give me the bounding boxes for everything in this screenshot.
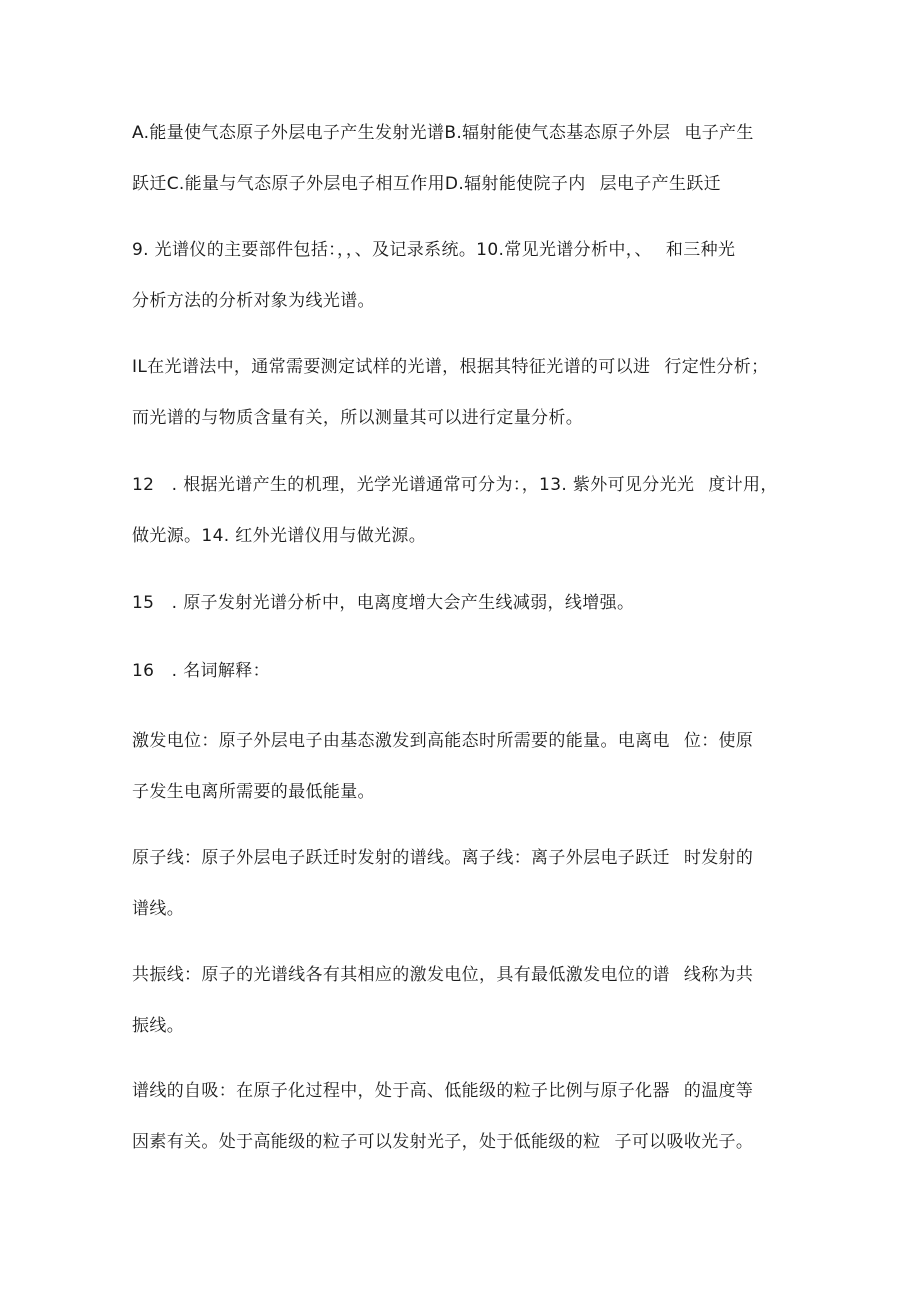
text-segment: 电子产生	[684, 123, 754, 143]
text-line	[132, 833, 798, 884]
text-line	[132, 276, 798, 327]
text-segment: 时发射的	[683, 848, 754, 868]
text-line	[132, 393, 798, 444]
text-segment: 度计用，	[708, 475, 778, 495]
text-segment: 12 . 根据光谱产生的机理，光学光谱通常可分为：，13. 紫外可见分光光	[132, 475, 695, 495]
text-line	[132, 578, 798, 629]
text-line	[132, 884, 798, 935]
text-segment: 9. 光谱仪的主要部件包括：，，、及记录系统。10.常见光谱分析中，、	[132, 240, 652, 260]
text-segment: 而光谱的与物质含量有关，所以测量其可以进行定量分析。	[132, 408, 584, 428]
text-line	[132, 767, 798, 818]
paragraph-excitation-potential	[132, 716, 798, 818]
paragraph-question-9-10	[132, 225, 798, 327]
text-segment: 子可以吸收光子。	[614, 1132, 754, 1152]
text-segment: 位：使原	[683, 731, 754, 751]
paragraph-atomic-line	[132, 833, 798, 935]
paragraph-question-12-14	[132, 460, 798, 562]
paragraph-question-11	[132, 342, 798, 444]
text-segment: 15 . 原子发射光谱分析中，电离度增大会产生线减弱，线增强。	[132, 593, 635, 613]
paragraph-resonance-line	[132, 950, 798, 1052]
text-segment: 的温度等	[683, 1081, 754, 1101]
text-line	[132, 646, 798, 697]
text-segment: 谱线的自吸：在原子化过程中，处于高、低能级的粒子比例与原子化器	[132, 1081, 670, 1101]
text-segment: 跃迁C.能量与气态原子外层电子相互作用D.辐射能使院子内	[132, 174, 586, 194]
text-segment: 原子线：原子外层电子跃迁时发射的谱线。离子线：离子外层电子跃迁	[132, 848, 670, 868]
paragraph-question-16	[132, 646, 798, 697]
text-segment: 共振线：原子的光谱线各有其相应的激发电位，具有最低激发电位的谱	[132, 965, 670, 985]
text-segment: 和三种光	[665, 240, 736, 260]
text-segment: 谱线。	[132, 899, 185, 919]
text-line	[132, 1001, 798, 1052]
text-segment: 16 . 名词解释：	[132, 661, 270, 681]
text-line	[132, 950, 798, 1001]
paragraph-options	[132, 108, 798, 210]
text-line	[132, 1066, 798, 1117]
text-line	[132, 511, 798, 562]
text-segment: 做光源。14. 红外光谱仪用与做光源。	[132, 526, 427, 546]
text-segment: 分析方法的分析对象为线光谱。	[132, 291, 375, 311]
text-line	[132, 716, 798, 767]
text-segment: 层电子产生跃迁	[599, 174, 722, 194]
text-segment: 行定性分析；	[664, 357, 769, 377]
text-segment: A.能量使气态原子外层电子产生发射光谱B.辐射能使气态基态原子外层	[132, 123, 671, 143]
text-line	[132, 1117, 798, 1168]
text-line	[132, 225, 798, 276]
text-segment: 振线。	[132, 1016, 185, 1036]
text-segment: IL在光谱法中，通常需要测定试样的光谱，根据其特征光谱的可以进	[132, 357, 651, 377]
text-line	[132, 460, 798, 511]
text-line	[132, 108, 798, 159]
paragraph-self-absorption	[132, 1066, 798, 1168]
paragraph-question-15	[132, 578, 798, 629]
text-segment: 因素有关。处于高能级的粒子可以发射光子，处于低能级的粒	[132, 1132, 601, 1152]
text-line	[132, 159, 798, 210]
text-segment: 线称为共	[683, 965, 754, 985]
text-segment: 激发电位：原子外层电子由基态激发到高能态时所需要的能量。电离电	[132, 731, 670, 751]
text-segment: 子发生电离所需要的最低能量。	[132, 782, 375, 802]
text-line	[132, 342, 798, 393]
